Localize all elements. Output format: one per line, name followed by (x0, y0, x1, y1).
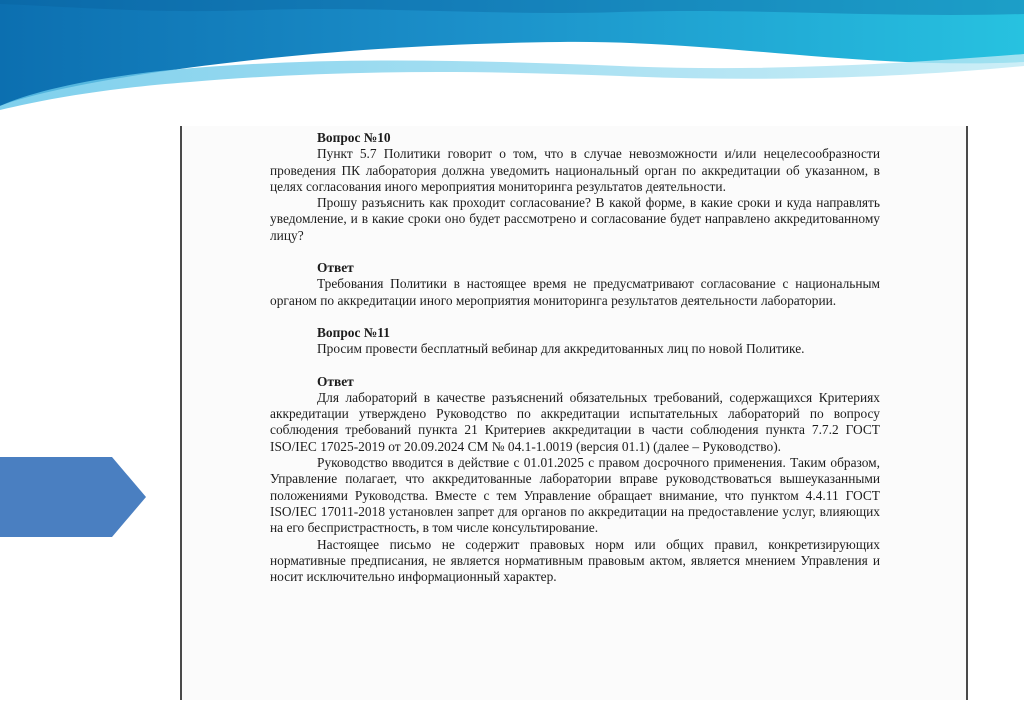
document-scan (180, 126, 968, 700)
answer-11-heading: Ответ (317, 373, 354, 389)
question-10-paragraph: Пункт 5.7 Политики говорит о том, что в случае невозможности и/или нецелесообразности проведения ПК лаборатория должна уведомить национальный орган по аккредитации об указанном, в целях согласования иного мероприятия мониторинга результатов деятельности. (270, 146, 880, 194)
question-11-paragraph: Просим провести бесплатный вебинар для аккредитованных лиц по новой Политике. (317, 341, 805, 357)
question-10-heading: Вопрос №10 (317, 130, 391, 145)
document-text (270, 130, 880, 585)
answer-10-heading: Ответ (317, 260, 354, 276)
answer-11-paragraph: Настоящее письмо не содержит правовых норм или общих правил, конкретизирующих нормативные предписания, не является нормативным правовым актом, является мнением Управления и носит исключительно информационный характер. (270, 536, 880, 585)
header-wave-decoration (0, 0, 1024, 110)
arrow-shape-decoration (0, 457, 150, 537)
question-10-paragraph: Прошу разъяснить как проходит согласование? В какой форме, в какие сроки и куда направлять уведомление, и в какие сроки оно будет рассмотрено и согласование будет направлено аккредитованному лицу? (270, 195, 880, 243)
answer-10-paragraph: Требования Политики в настоящее время не предусматривают согласование с национальным органом по аккредитации иного мероприятия мониторинга результатов деятельности лаборатории. (270, 276, 880, 308)
answer-11-paragraph: Для лабораторий в качестве разъяснений обязательных требований, содержащихся Критериях аккредитации утверждено Руководство по аккредитации испытательных лабораторий по вопросу соблюдения требований пункта 21 Критериев аккредитации в части соблюдения пункта 7.7.2 ГОСТ ISO/IEC 17025-2019 от 20.09.2024 СМ № 04.1-1.0019 (версия 01.1) (далее – Руководство). (270, 389, 880, 454)
question-11-heading: Вопрос №11 (317, 324, 390, 340)
answer-11-paragraph: Руководство вводится в действие с 01.01.2025 с правом досрочного применения. Таким образом, Управление полагает, что аккредитованные лаборатории вправе руководствоваться вышеуказанными положениями Руководства. Вместе с тем Управление обращает внимание, что пунктом 4.4.11 ГОСТ ISO/IEC 17011-2018 установлен запрет для органов по аккредитации на предоставление услуг, влияющих на его беспристрастность, в том числе консультирование. (270, 455, 880, 536)
